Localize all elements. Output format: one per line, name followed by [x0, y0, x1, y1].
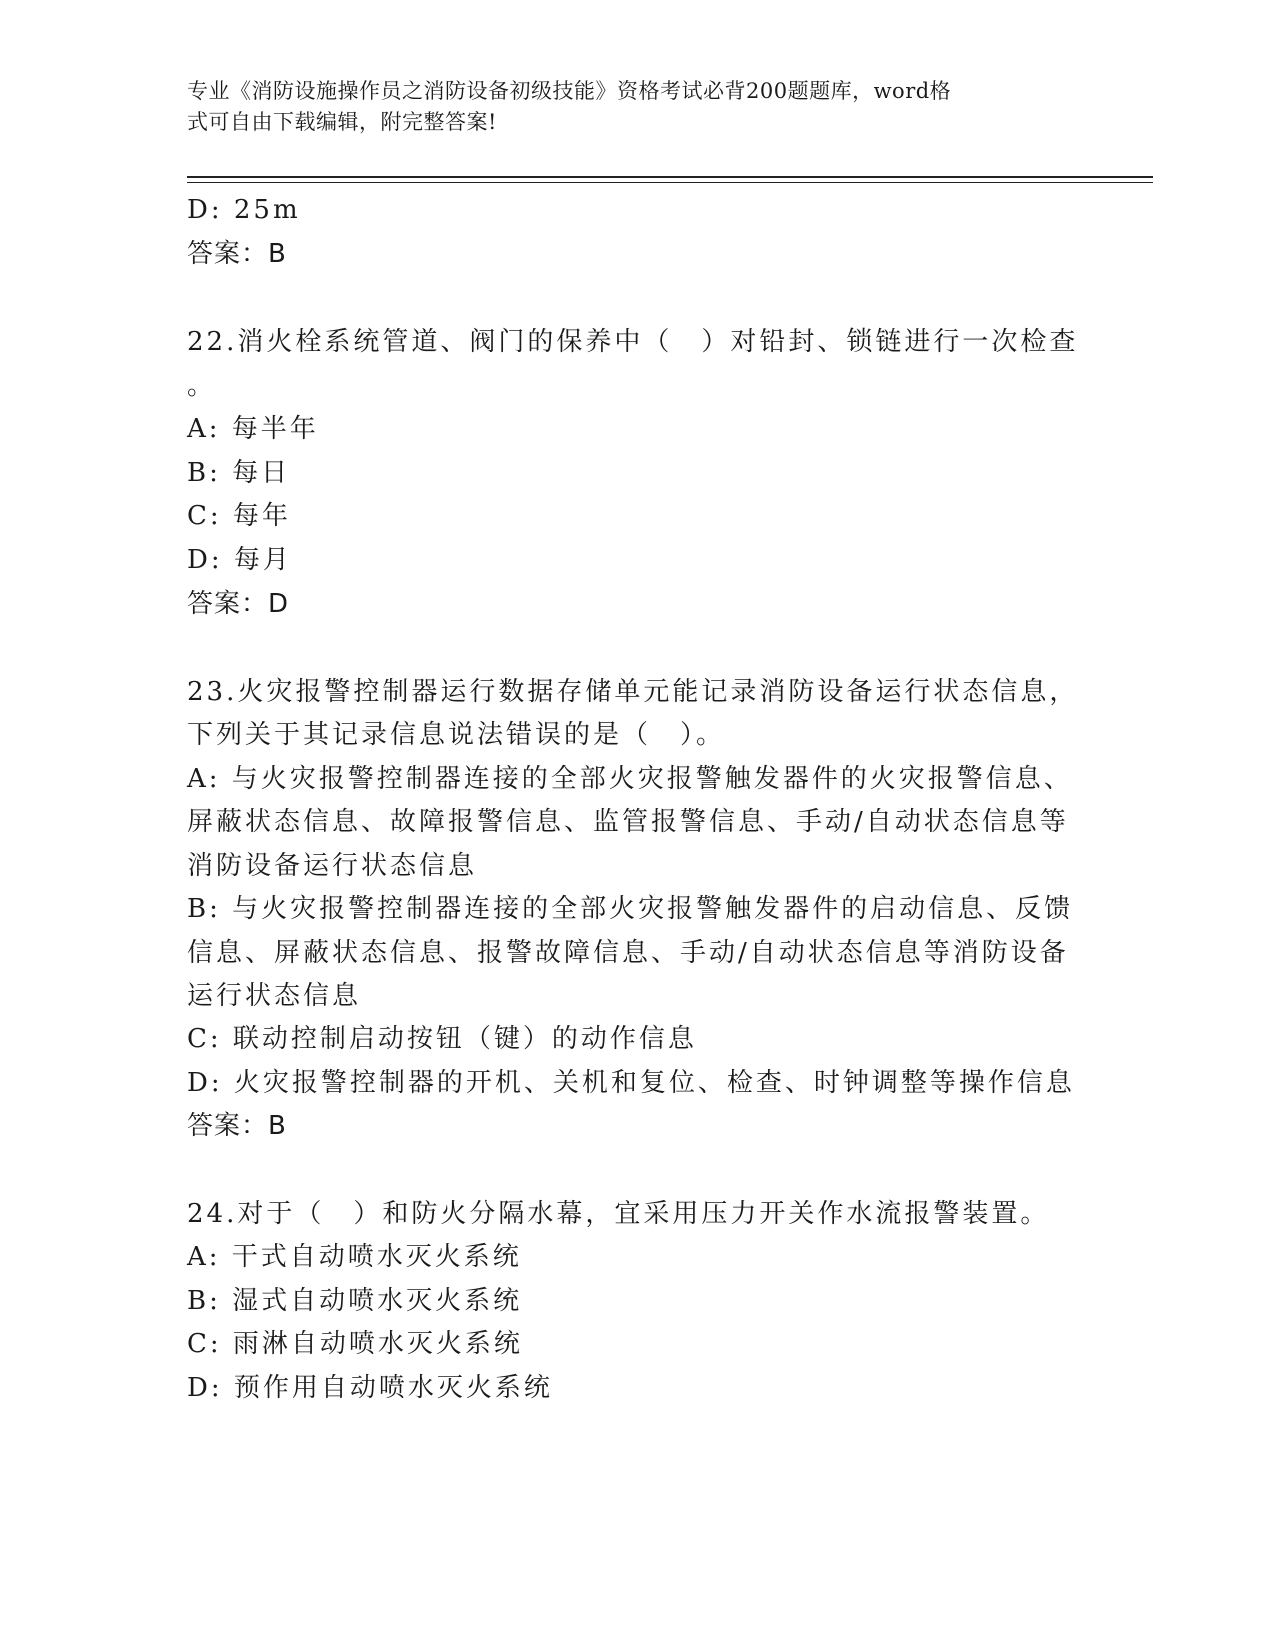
option-line: B: 湿式自动喷水灭火系统 — [187, 1286, 523, 1316]
option-line: 屏蔽状态信息、故障报警信息、监管报警信息、手动/自动状态信息等 — [187, 807, 1069, 837]
question-line: 下列关于其记录信息说法错误的是（ ）。 — [187, 720, 726, 750]
option-line: C: 雨淋自动喷水灭火系统 — [187, 1329, 523, 1359]
question-line: 。 — [187, 371, 217, 401]
option-line: A: 与火灾报警控制器连接的全部火灾报警触发器件的火灾报警信息、 — [187, 764, 1073, 794]
option-line: C: 联动控制启动按钮（键）的动作信息 — [187, 1024, 697, 1054]
header-divider-thick — [187, 176, 1153, 178]
option-line: A: 每半年 — [187, 414, 319, 444]
header-line-2: 式可自由下载编辑，附完整答案! — [187, 110, 497, 134]
question-line: 23.火灾报警控制器运行数据存储单元能记录消防设备运行状态信息， — [187, 677, 1079, 707]
question-line: 24.对于（ ）和防火分隔水幕，宜采用压力开关作水流报警装置。 — [187, 1199, 1050, 1229]
option-line: B: 与火灾报警控制器连接的全部火灾报警触发器件的启动信息、反馈 — [187, 894, 1074, 924]
option-line: D: 每月 — [187, 545, 292, 575]
option-line: B: 每日 — [187, 458, 291, 488]
option-line: 信息、屏蔽状态信息、报警故障信息、手动/自动状态信息等消防设备 — [187, 938, 1069, 968]
document-header — [187, 76, 1087, 138]
option-line: 运行状态信息 — [187, 981, 362, 1011]
option-line: D: 预作用自动喷水灭火系统 — [187, 1373, 553, 1403]
question-line: 22.消火栓系统管道、阀门的保养中（ ）对铅封、锁链进行一次检查 — [187, 327, 1079, 357]
option-line: C: 每年 — [187, 501, 291, 531]
answer-line: 答案：B — [187, 1111, 287, 1141]
option-line: 消防设备运行状态信息 — [187, 851, 478, 881]
option-line: D: 25m — [187, 195, 301, 225]
header-line-1: 专业《消防设施操作员之消防设备初级技能》资格考试必背200题题库，word格 — [187, 79, 952, 103]
option-line: D: 火灾报警控制器的开机、关机和复位、检查、时钟调整等操作信息 — [187, 1068, 1075, 1098]
option-line: A: 干式自动喷水灭火系统 — [187, 1242, 522, 1272]
answer-line: 答案：B — [187, 239, 287, 269]
header-divider-thin — [187, 182, 1153, 183]
answer-line: 答案：D — [187, 589, 290, 619]
